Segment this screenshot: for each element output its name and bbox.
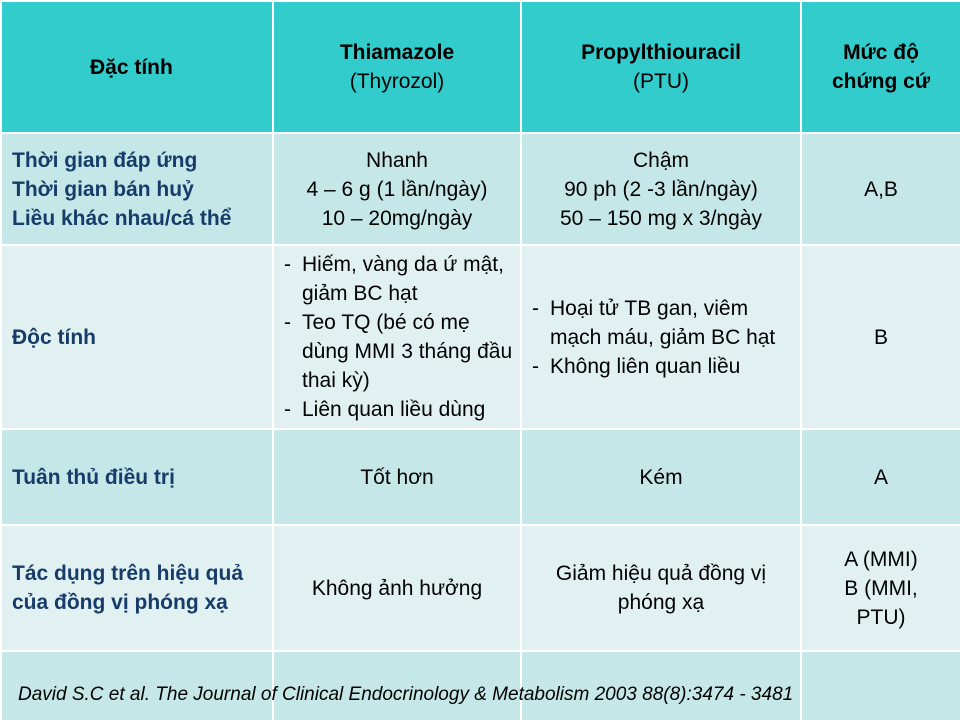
header-row	[1, 1, 960, 133]
citation-footnote: David S.C et al. The Journal of Clinical Endocrinology & Metabolism 2003 88(8):3474 - 3481	[18, 684, 794, 705]
thiamazole-toxicity-list	[274, 250, 520, 424]
table-row	[1, 133, 960, 245]
list-item: - Hiếm, vàng da ứ mật, giảm BC hạt	[282, 250, 520, 308]
header-ptu-sub: (PTU)	[633, 70, 689, 93]
cell-thiamazole: Không ảnh hưởng	[273, 525, 521, 651]
list-item: - Hoại tử TB gan, viêm mạch máu, giảm BC hạt	[530, 294, 800, 352]
header-ptu	[521, 1, 801, 133]
cell-thiamazole: Nhanh 4 – 6 g (1 lần/ngày) 10 – 20mg/ngày	[273, 133, 521, 245]
cell-thiamazole	[273, 245, 521, 429]
row-label: Độc tính	[1, 245, 273, 429]
table-row	[1, 245, 960, 429]
header-thiamazole-title: Thiamazole	[339, 41, 455, 64]
cell-thiamazole: Tốt hơn	[273, 429, 521, 525]
cell-ptu: Giảm hiệu quả đồng vị phóng xạ	[521, 525, 801, 651]
header-evidence-line1: Mức độ	[843, 41, 919, 64]
row-label: Tác dụng trên hiệu quả của đồng vị phóng xạ	[1, 525, 273, 651]
list-item: - Không liên quan liều	[530, 352, 800, 381]
header-evidence-line2: chứng cứ	[831, 70, 931, 93]
table-row	[1, 429, 960, 525]
cell-evidence: B	[801, 245, 960, 429]
cell-evidence: A,B	[801, 133, 960, 245]
cell-evidence: A (MMI) B (MMI, PTU)	[801, 525, 960, 651]
cell-ptu: Kém	[521, 429, 801, 525]
table-row	[1, 525, 960, 651]
header-thiamazole-sub: (Thyrozol)	[349, 70, 445, 93]
header-thiamazole	[273, 1, 521, 133]
header-characteristic: Đặc tính	[1, 1, 273, 133]
row-label: Tuân thủ điều trị	[1, 429, 273, 525]
cell-evidence: A	[801, 429, 960, 525]
row-label: Thời gian đáp ứng Thời gian bán huỷ Liều khác nhau/cá thể	[1, 133, 273, 245]
list-item: - Teo TQ (bé có mẹ dùng MMI 3 tháng đầu thai kỳ)	[282, 308, 520, 395]
header-ptu-title: Propylthiouracil	[581, 41, 741, 64]
cell-ptu: Chậm 90 ph (2 -3 lần/ngày) 50 – 150 mg x 3/ngày	[521, 133, 801, 245]
ptu-toxicity-list	[522, 294, 800, 381]
list-item: - Liên quan liều dùng	[282, 395, 520, 424]
header-evidence	[801, 1, 960, 133]
cell-ptu	[521, 245, 801, 429]
